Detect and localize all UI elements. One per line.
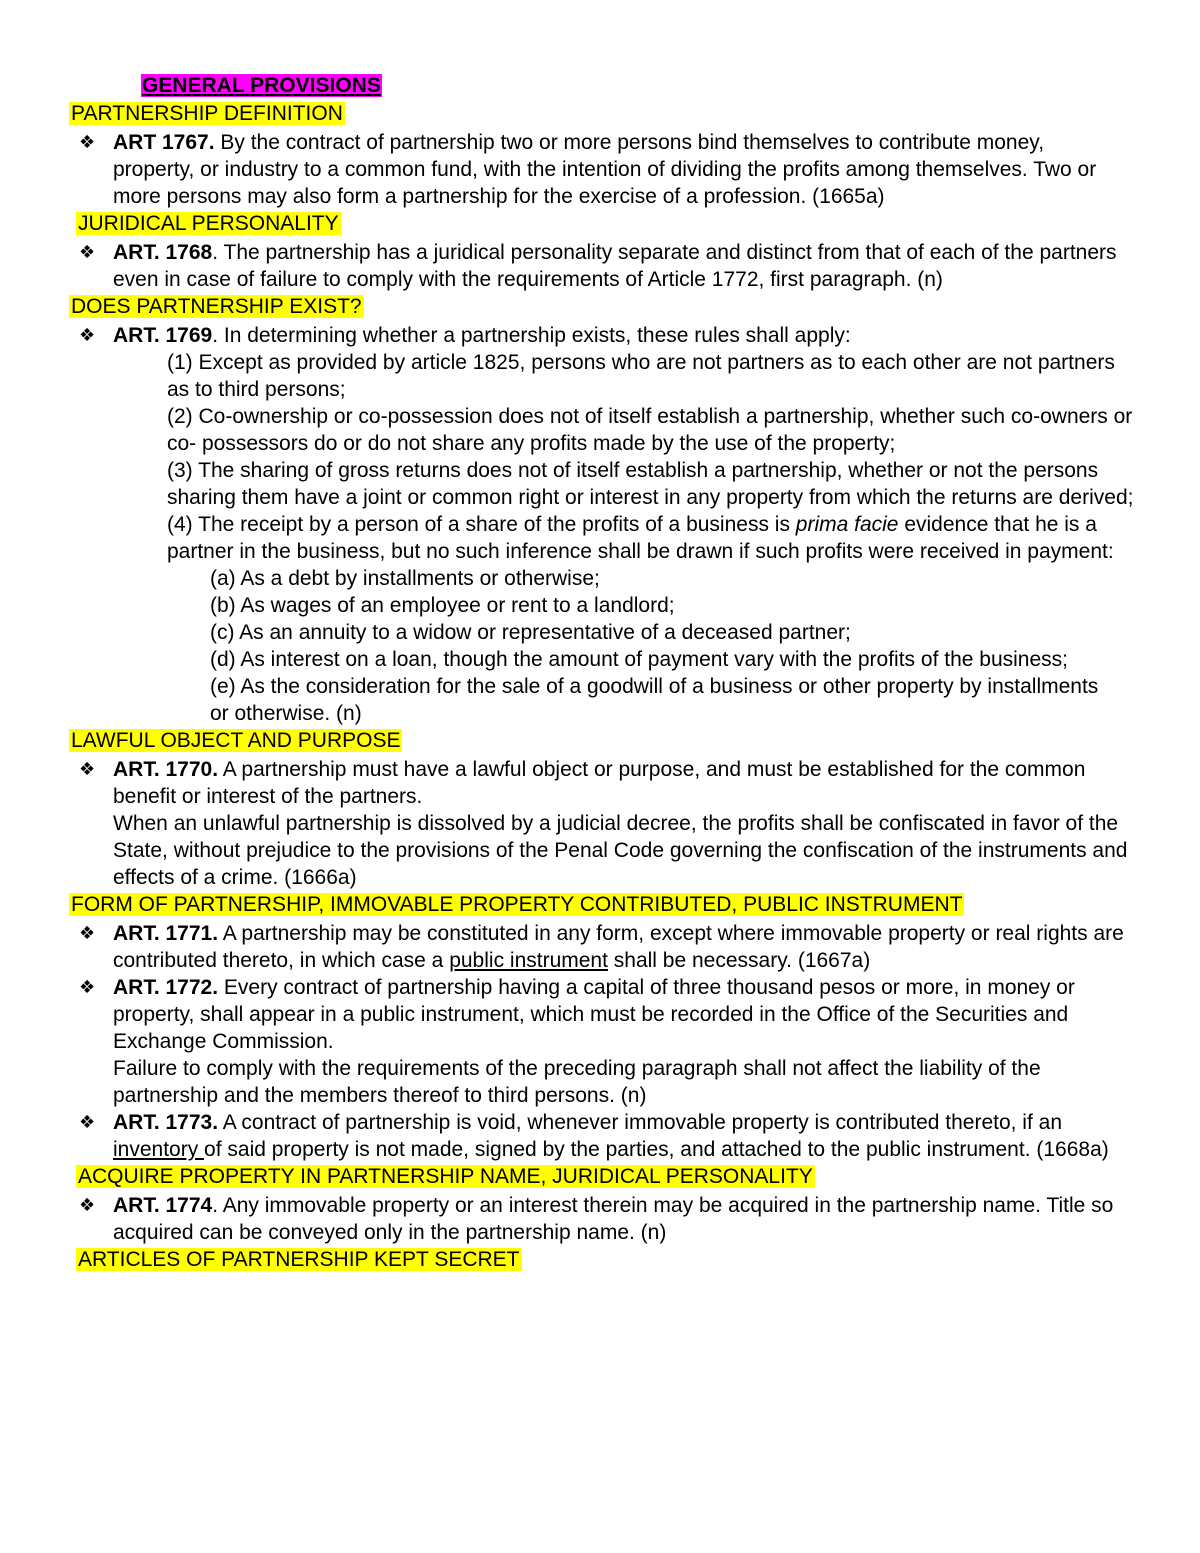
heading-does-partnership-exist: DOES PARTNERSHIP EXIST? — [71, 295, 362, 318]
rule-2: (2) Co-ownership or co-possession does not of itself establish a partnership, whether such co-owners or co- possessors do or do not share any profits made by the use of the property; — [167, 405, 1133, 455]
document-title: GENERAL PROVISIONS — [142, 74, 381, 97]
diamond-bullet-icon: ❖ — [79, 1195, 96, 1215]
rule-4: (4) The receipt by a person of a share of the profits of a business is prima facie evidence that he is a partner in the business, but no such inference shall be drawn if such profits were received in payment: — [167, 513, 1114, 563]
article-1771: ❖ ART. 1771. A partnership may be constituted in any form, except where immovable property or real rights are contributed thereto, in which case a public instrument shall be necessary. (1667a) — [79, 922, 1124, 972]
article-1768 — [0, 239, 1200, 293]
article-number: ART. 1773. — [113, 1111, 219, 1134]
article-number: ART 1767. — [113, 131, 215, 154]
rule-4-e: (e) As the consideration for the sale of a goodwill of a business or other property by installments or otherwise. (n) — [210, 675, 1099, 725]
article-text: By the contract of partnership two or more persons bind themselves to contribute money, property, or industry to a common fund, with the intention of dividing the profits among themselves. Two or more persons may also form a partnership for the exercise of a profession. (1665a) — [113, 131, 1097, 208]
heading-acquire-property: ACQUIRE PROPERTY IN PARTNERSHIP NAME, JURIDICAL PERSONALITY — [78, 1165, 813, 1188]
article-text: A partnership must have a lawful object or purpose, and must be established for the common benefit or interest of the partners. — [113, 758, 1086, 808]
rule-4-d: (d) As interest on a loan, though the amount of payment vary with the profits of the business; — [210, 648, 1068, 671]
heading-lawful-object: LAWFUL OBJECT AND PURPOSE — [71, 729, 401, 752]
article-1773: ❖ ART. 1773. A contract of partnership is void, whenever immovable property is contributed thereto, if an inventory of said property is not made, signed by the parties, and attached to the public instrument. (1668a) — [79, 1111, 1109, 1161]
diamond-bullet-icon: ❖ — [79, 242, 96, 262]
article-number: ART. 1770. — [113, 758, 219, 781]
underlined-term: inventory — [113, 1138, 205, 1161]
article-1772-paragraph-2: Failure to comply with the requirements of the preceding paragraph shall not affect the liability of the partnership and the members thereof to third persons. (n) — [113, 1057, 1041, 1107]
article-1770-paragraph-2: When an unlawful partnership is dissolved by a judicial decree, the profits shall be confiscated in favor of the State, without prejudice to the provisions of the Penal Code governing the confiscation of the instruments and effects of a crime. (1666a) — [113, 812, 1128, 889]
diamond-bullet-icon: ❖ — [79, 132, 96, 152]
article-text: . The partnership has a juridical personality separate and distinct from that of each of the partners even in case of failure to comply with the requirements of Article 1772, first paragraph. (n) — [113, 241, 1117, 291]
document-body — [0, 100, 1200, 1275]
article-text: . In determining whether a partnership exists, these rules shall apply: — [212, 324, 851, 347]
diamond-bullet-icon: ❖ — [79, 325, 96, 345]
article-text: Every contract of partnership having a capital of three thousand pesos or more, in money or property, shall appear in a public instrument, which must be recorded in the Office of the Securities and Exchange Commission. — [113, 976, 1075, 1053]
heading-partnership-definition: PARTNERSHIP DEFINITION — [71, 102, 343, 125]
article-number: ART. 1772. — [113, 976, 219, 999]
article-1772 — [0, 974, 1200, 1055]
article-number: ART. 1768 — [113, 241, 213, 264]
article-1769 — [0, 322, 1200, 349]
heading-form-of-partnership: FORM OF PARTNERSHIP, IMMOVABLE PROPERTY CONTRIBUTED, PUBLIC INSTRUMENT — [71, 893, 963, 916]
emphasis-text: prima facie — [795, 513, 899, 536]
article-number: ART. 1769 — [113, 324, 213, 347]
heading-juridical-personality: JURIDICAL PERSONALITY — [78, 212, 339, 235]
diamond-bullet-icon: ❖ — [79, 1112, 96, 1132]
diamond-bullet-icon: ❖ — [79, 923, 96, 943]
rule-4-a: (a) As a debt by installments or otherwise; — [210, 567, 600, 590]
rule-4-c: (c) As an annuity to a widow or representative of a deceased partner; — [210, 621, 851, 644]
rule-4-b: (b) As wages of an employee or rent to a landlord; — [210, 594, 675, 617]
rule-1: (1) Except as provided by article 1825, persons who are not partners as to each other are not partners as to third persons; — [167, 351, 1115, 401]
article-1767 — [0, 129, 1200, 210]
diamond-bullet-icon: ❖ — [79, 977, 96, 997]
article-1774 — [0, 1192, 1200, 1246]
article-number: ART. 1771. — [113, 922, 219, 945]
heading-articles-kept-secret: ARTICLES OF PARTNERSHIP KEPT SECRET — [78, 1248, 520, 1271]
rule-3: (3) The sharing of gross returns does not of itself establish a partnership, whether or not the persons sharing them have a joint or common right or interest in any property from which the returns are derived; — [167, 459, 1134, 509]
article-1770 — [0, 756, 1200, 810]
underlined-term: public instrument — [449, 949, 608, 972]
diamond-bullet-icon: ❖ — [79, 759, 96, 779]
article-text: . Any immovable property or an interest therein may be acquired in the partnership name. Title so acquired can be conveyed only in the partnership name. (n) — [113, 1194, 1114, 1244]
article-number: ART. 1774 — [113, 1194, 213, 1217]
